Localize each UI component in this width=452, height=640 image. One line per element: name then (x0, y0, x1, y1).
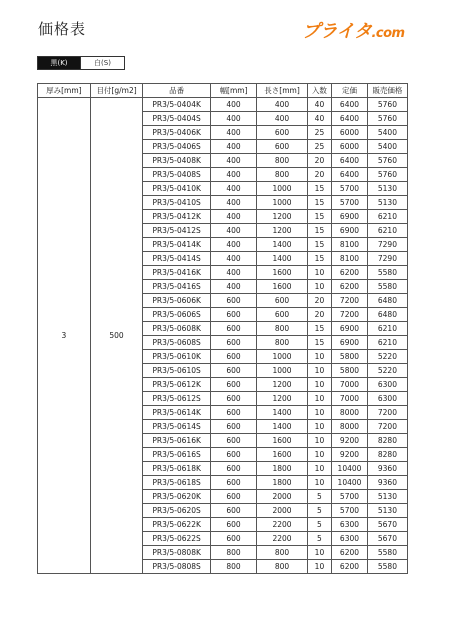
cell-list-price: 6300 (332, 518, 368, 532)
cell-quantity: 5 (307, 518, 331, 532)
cell-length: 1800 (257, 476, 308, 490)
cell-list-price: 6900 (332, 322, 368, 336)
cell-code: PR3/5-0612S (143, 392, 210, 406)
cell-sale-price: 5760 (367, 112, 407, 126)
cell-quantity: 10 (307, 266, 331, 280)
cell-list-price: 8100 (332, 238, 368, 252)
cell-width: 600 (210, 322, 256, 336)
table-body (38, 98, 408, 574)
cell-list-price: 5700 (332, 182, 368, 196)
cell-sale-price: 6210 (367, 336, 407, 350)
cell-quantity: 15 (307, 336, 331, 350)
cell-code: PR3/5-0620K (143, 490, 210, 504)
cell-width: 400 (210, 182, 256, 196)
cell-length: 1200 (257, 392, 308, 406)
cell-quantity: 10 (307, 392, 331, 406)
cell-quantity: 15 (307, 224, 331, 238)
cell-sale-price: 8280 (367, 448, 407, 462)
cell-width: 600 (210, 434, 256, 448)
cell-weight: 500 (90, 98, 143, 574)
cell-width: 800 (210, 560, 256, 574)
cell-quantity: 10 (307, 280, 331, 294)
cell-list-price: 10400 (332, 462, 368, 476)
cell-list-price: 5800 (332, 364, 368, 378)
cell-code: PR3/5-0808S (143, 560, 210, 574)
cell-sale-price: 5580 (367, 560, 407, 574)
cell-quantity: 5 (307, 504, 331, 518)
cell-length: 1000 (257, 196, 308, 210)
cell-list-price: 5700 (332, 490, 368, 504)
cell-length: 800 (257, 322, 308, 336)
cell-code: PR3/5-0410S (143, 196, 210, 210)
cell-length: 2000 (257, 504, 308, 518)
cell-code: PR3/5-0612K (143, 378, 210, 392)
cell-code: PR3/5-0408S (143, 168, 210, 182)
cell-quantity: 10 (307, 462, 331, 476)
cell-sale-price: 5400 (367, 126, 407, 140)
cell-length: 2200 (257, 518, 308, 532)
logo-main-text: プライタ (302, 21, 372, 42)
cell-code: PR3/5-0608K (143, 322, 210, 336)
table-row (38, 98, 408, 112)
cell-list-price: 8000 (332, 420, 368, 434)
cell-width: 600 (210, 462, 256, 476)
cell-code: PR3/5-0610S (143, 364, 210, 378)
cell-list-price: 6200 (332, 266, 368, 280)
cell-list-price: 5700 (332, 196, 368, 210)
cell-quantity: 15 (307, 322, 331, 336)
cell-width: 600 (210, 294, 256, 308)
cell-quantity: 10 (307, 448, 331, 462)
cell-sale-price: 7200 (367, 406, 407, 420)
cell-quantity: 15 (307, 196, 331, 210)
cell-list-price: 6900 (332, 336, 368, 350)
cell-sale-price: 6300 (367, 392, 407, 406)
cell-width: 600 (210, 392, 256, 406)
cell-list-price: 6400 (332, 168, 368, 182)
cell-list-price: 6400 (332, 98, 368, 112)
cell-quantity: 10 (307, 350, 331, 364)
cell-sale-price: 5130 (367, 182, 407, 196)
cell-code: PR3/5-0606K (143, 294, 210, 308)
cell-width: 600 (210, 490, 256, 504)
cell-code: PR3/5-0618S (143, 476, 210, 490)
cell-sale-price: 9360 (367, 476, 407, 490)
cell-width: 400 (210, 238, 256, 252)
cell-code: PR3/5-0406K (143, 126, 210, 140)
cell-code: PR3/5-0618K (143, 462, 210, 476)
table-header-row (38, 84, 408, 98)
brand-logo[interactable] (302, 18, 414, 46)
cell-length: 600 (257, 140, 308, 154)
cell-length: 1400 (257, 238, 308, 252)
cell-quantity: 10 (307, 476, 331, 490)
cell-code: PR3/5-0606S (143, 308, 210, 322)
cell-sale-price: 5130 (367, 490, 407, 504)
header-sale-price: 販売価格 (367, 84, 407, 98)
cell-length: 1200 (257, 378, 308, 392)
cell-width: 400 (210, 266, 256, 280)
cell-sale-price: 5130 (367, 504, 407, 518)
cell-length: 400 (257, 112, 308, 126)
cell-code: PR3/5-0416S (143, 280, 210, 294)
cell-length: 1200 (257, 224, 308, 238)
cell-code: PR3/5-0620S (143, 504, 210, 518)
cell-sale-price: 5760 (367, 98, 407, 112)
cell-sale-price: 8280 (367, 434, 407, 448)
cell-length: 1600 (257, 266, 308, 280)
cell-sale-price: 7200 (367, 420, 407, 434)
header-weight: 目付[g/m2] (90, 84, 143, 98)
cell-code: PR3/5-0610K (143, 350, 210, 364)
cell-list-price: 7000 (332, 392, 368, 406)
cell-width: 600 (210, 308, 256, 322)
cell-width: 600 (210, 476, 256, 490)
cell-length: 1600 (257, 434, 308, 448)
cell-quantity: 10 (307, 546, 331, 560)
color-legend (37, 56, 125, 70)
cell-quantity: 10 (307, 406, 331, 420)
cell-list-price: 9200 (332, 434, 368, 448)
cell-quantity: 40 (307, 112, 331, 126)
cell-sale-price: 5400 (367, 140, 407, 154)
cell-length: 1200 (257, 210, 308, 224)
cell-code: PR3/5-0404K (143, 98, 210, 112)
logo-suffix-text: .com (371, 26, 405, 41)
cell-code: PR3/5-0622S (143, 532, 210, 546)
cell-code: PR3/5-0412S (143, 224, 210, 238)
cell-quantity: 15 (307, 210, 331, 224)
cell-width: 600 (210, 532, 256, 546)
cell-sale-price: 5580 (367, 546, 407, 560)
cell-list-price: 6300 (332, 532, 368, 546)
cell-width: 400 (210, 210, 256, 224)
cell-code: PR3/5-0412K (143, 210, 210, 224)
cell-sale-price: 5670 (367, 518, 407, 532)
cell-sale-price: 7290 (367, 238, 407, 252)
cell-list-price: 7200 (332, 294, 368, 308)
cell-width: 800 (210, 546, 256, 560)
header-list-price: 定価 (332, 84, 368, 98)
cell-sale-price: 6210 (367, 224, 407, 238)
cell-code: PR3/5-0414K (143, 238, 210, 252)
cell-sale-price: 6210 (367, 210, 407, 224)
cell-width: 400 (210, 280, 256, 294)
cell-width: 600 (210, 420, 256, 434)
cell-list-price: 6200 (332, 546, 368, 560)
cell-list-price: 6200 (332, 280, 368, 294)
cell-width: 600 (210, 406, 256, 420)
cell-length: 1000 (257, 350, 308, 364)
cell-sale-price: 6210 (367, 322, 407, 336)
cell-quantity: 15 (307, 252, 331, 266)
header-quantity: 入数 (307, 84, 331, 98)
cell-length: 600 (257, 126, 308, 140)
cell-list-price: 5800 (332, 350, 368, 364)
cell-width: 600 (210, 336, 256, 350)
cell-list-price: 6900 (332, 210, 368, 224)
cell-width: 600 (210, 518, 256, 532)
cell-width: 400 (210, 126, 256, 140)
cell-quantity: 15 (307, 238, 331, 252)
cell-quantity: 10 (307, 420, 331, 434)
legend-white: 白(S) (80, 57, 124, 69)
cell-code: PR3/5-0616K (143, 434, 210, 448)
cell-length: 1400 (257, 406, 308, 420)
cell-quantity: 10 (307, 378, 331, 392)
cell-length: 2200 (257, 532, 308, 546)
cell-quantity: 20 (307, 168, 331, 182)
legend-black: 黒(K) (38, 57, 80, 69)
cell-list-price: 6000 (332, 140, 368, 154)
page-title: 価格表 (38, 20, 87, 38)
cell-sale-price: 5760 (367, 168, 407, 182)
cell-length: 1800 (257, 462, 308, 476)
cell-width: 600 (210, 504, 256, 518)
cell-length: 600 (257, 308, 308, 322)
cell-list-price: 7000 (332, 378, 368, 392)
cell-list-price: 10400 (332, 476, 368, 490)
header-length: 長さ[mm] (257, 84, 308, 98)
cell-code: PR3/5-0808K (143, 546, 210, 560)
cell-length: 800 (257, 336, 308, 350)
cell-length: 1600 (257, 280, 308, 294)
cell-sale-price: 5760 (367, 154, 407, 168)
cell-width: 400 (210, 154, 256, 168)
cell-width: 400 (210, 140, 256, 154)
cell-width: 400 (210, 252, 256, 266)
cell-length: 1000 (257, 364, 308, 378)
cell-sale-price: 5220 (367, 364, 407, 378)
cell-length: 1400 (257, 252, 308, 266)
cell-code: PR3/5-0622K (143, 518, 210, 532)
cell-length: 1600 (257, 448, 308, 462)
cell-quantity: 5 (307, 532, 331, 546)
cell-width: 600 (210, 350, 256, 364)
cell-sale-price: 9360 (367, 462, 407, 476)
cell-sale-price: 5580 (367, 280, 407, 294)
cell-thickness: 3 (38, 98, 91, 574)
cell-quantity: 25 (307, 140, 331, 154)
cell-width: 400 (210, 168, 256, 182)
cell-length: 1000 (257, 182, 308, 196)
cell-sale-price: 7290 (367, 252, 407, 266)
cell-sale-price: 6300 (367, 378, 407, 392)
cell-code: PR3/5-0608S (143, 336, 210, 350)
cell-quantity: 20 (307, 294, 331, 308)
cell-length: 400 (257, 98, 308, 112)
cell-code: PR3/5-0408K (143, 154, 210, 168)
cell-length: 800 (257, 154, 308, 168)
cell-quantity: 10 (307, 364, 331, 378)
cell-width: 400 (210, 112, 256, 126)
cell-quantity: 15 (307, 182, 331, 196)
cell-list-price: 5700 (332, 504, 368, 518)
cell-width: 600 (210, 364, 256, 378)
cell-width: 600 (210, 378, 256, 392)
cell-sale-price: 5580 (367, 266, 407, 280)
cell-list-price: 6400 (332, 112, 368, 126)
cell-width: 400 (210, 196, 256, 210)
cell-code: PR3/5-0614K (143, 406, 210, 420)
cell-quantity: 40 (307, 98, 331, 112)
cell-length: 800 (257, 546, 308, 560)
header-thickness: 厚み[mm] (38, 84, 91, 98)
cell-sale-price: 5670 (367, 532, 407, 546)
header-code: 品番 (143, 84, 210, 98)
cell-length: 600 (257, 294, 308, 308)
cell-code: PR3/5-0616S (143, 448, 210, 462)
cell-width: 400 (210, 98, 256, 112)
cell-list-price: 6200 (332, 560, 368, 574)
cell-quantity: 20 (307, 308, 331, 322)
cell-width: 400 (210, 224, 256, 238)
cell-length: 2000 (257, 490, 308, 504)
cell-length: 1400 (257, 420, 308, 434)
cell-quantity: 25 (307, 126, 331, 140)
header-width: 幅[mm] (210, 84, 256, 98)
price-table (37, 83, 408, 574)
cell-sale-price: 6480 (367, 294, 407, 308)
cell-length: 800 (257, 168, 308, 182)
cell-code: PR3/5-0416K (143, 266, 210, 280)
cell-code: PR3/5-0414S (143, 252, 210, 266)
cell-quantity: 20 (307, 154, 331, 168)
cell-sale-price: 5220 (367, 350, 407, 364)
cell-list-price: 8100 (332, 252, 368, 266)
cell-sale-price: 5130 (367, 196, 407, 210)
cell-code: PR3/5-0410K (143, 182, 210, 196)
cell-list-price: 6000 (332, 126, 368, 140)
cell-quantity: 10 (307, 434, 331, 448)
cell-quantity: 5 (307, 490, 331, 504)
cell-list-price: 6400 (332, 154, 368, 168)
cell-list-price: 7200 (332, 308, 368, 322)
cell-sale-price: 6480 (367, 308, 407, 322)
cell-length: 800 (257, 560, 308, 574)
cell-code: PR3/5-0404S (143, 112, 210, 126)
cell-code: PR3/5-0614S (143, 420, 210, 434)
cell-code: PR3/5-0406S (143, 140, 210, 154)
cell-quantity: 10 (307, 560, 331, 574)
cell-list-price: 6900 (332, 224, 368, 238)
cell-list-price: 8000 (332, 406, 368, 420)
cell-list-price: 9200 (332, 448, 368, 462)
cell-width: 600 (210, 448, 256, 462)
